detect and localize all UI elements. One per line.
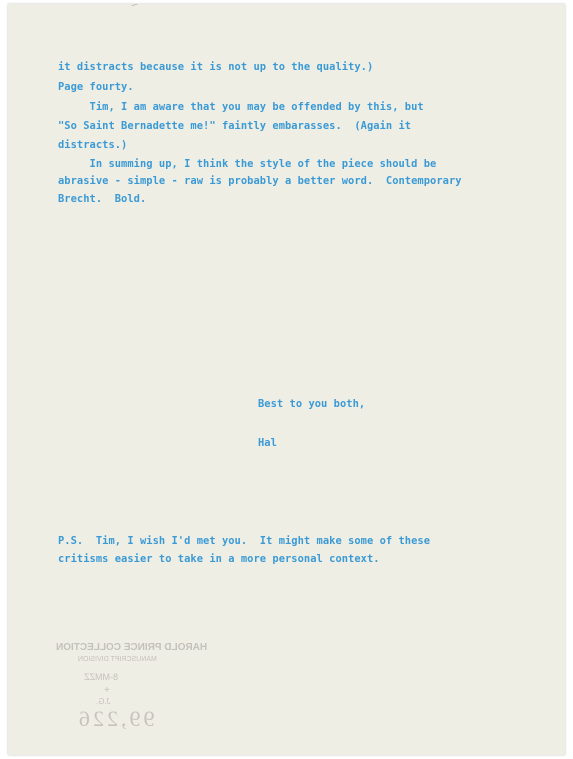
pencil-mark <box>131 4 140 10</box>
letter-line-1: it distracts because it is not up to the quality.) <box>58 61 374 73</box>
letter-line-2: Page fourty. <box>58 81 134 93</box>
letter-line-6: In summing up, I think the style of the piece should be <box>58 158 437 170</box>
postscript-line-2: critisms easier to take in a more personal context. <box>58 553 380 565</box>
letter-page <box>8 4 565 755</box>
letter-line-5: distracts.) <box>58 139 128 151</box>
letter-line-8: Brecht. Bold. <box>58 193 147 205</box>
postscript-line-1: P.S. Tim, I wish I'd met you. It might make some of these <box>58 535 431 547</box>
archive-stamp-initials: J.G. <box>96 697 111 706</box>
archive-stamp-plus: + <box>104 685 110 696</box>
closing: Best to you both, <box>258 398 366 410</box>
letter-line-3: Tim, I am aware that you may be offended by this, but <box>58 101 424 113</box>
signature: Hal <box>258 437 277 449</box>
archive-stamp-title: HAROLD PRINCE COLLECTION <box>56 642 208 653</box>
archive-stamp-subtitle: MANUSCRIPT DIVISION <box>78 656 157 663</box>
archive-stamp-code: 8-MMZZ <box>84 672 118 682</box>
letter-line-4: "So Saint Bernadette me!" faintly embarasses. (Again it <box>58 120 412 132</box>
letter-line-7: abrasive - simple - raw is probably a better word. Contemporary <box>58 175 462 187</box>
archive-number: 99,226 <box>76 706 155 731</box>
